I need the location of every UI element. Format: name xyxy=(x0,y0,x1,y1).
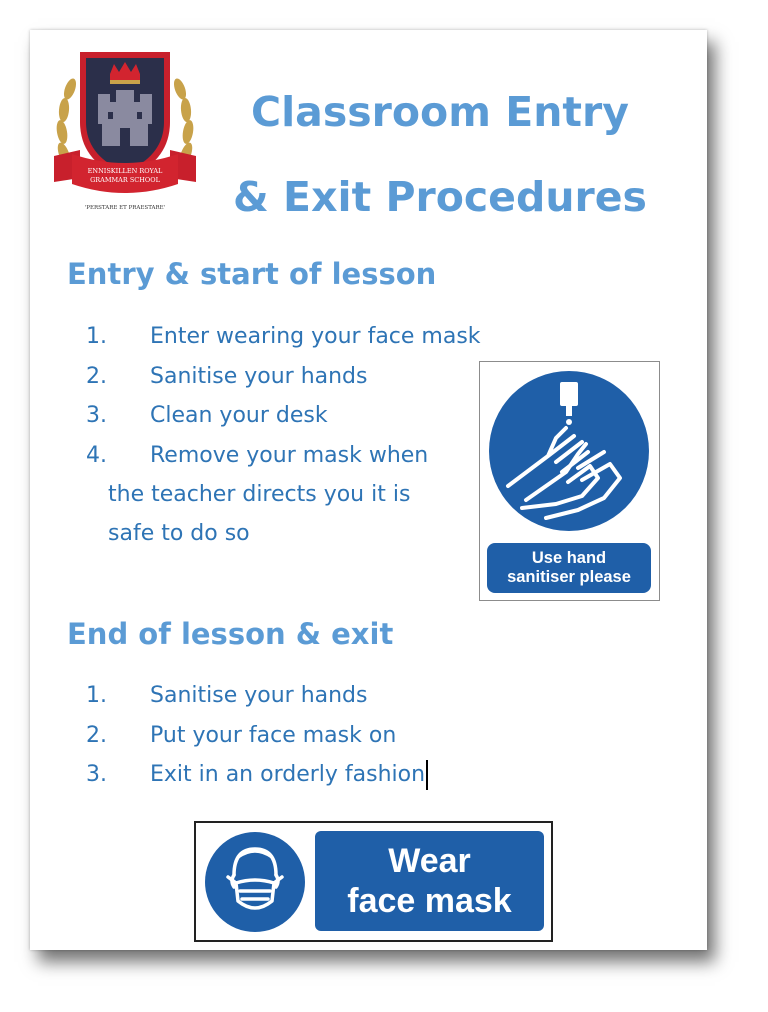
text-cursor xyxy=(426,760,428,790)
list-number: 2. xyxy=(86,722,107,748)
list-item xyxy=(86,357,481,397)
list-number: 2. xyxy=(86,363,107,389)
sign-caption-line-2: sanitiser please xyxy=(507,568,631,586)
exit-steps-list xyxy=(86,676,428,795)
entry-heading: Entry & start of lesson xyxy=(67,257,437,291)
hand-sanitiser-icon xyxy=(486,368,653,535)
list-number: 1. xyxy=(86,324,107,349)
list-item-continuation: safe to do so xyxy=(108,521,250,546)
svg-text:GRAMMAR SCHOOL: GRAMMAR SCHOOL xyxy=(90,176,160,184)
list-text: Clean your desk xyxy=(150,403,328,428)
svg-text:ENNISKILLEN ROYAL: ENNISKILLEN ROYAL xyxy=(87,167,163,175)
list-item xyxy=(86,716,428,756)
mask-sign-label xyxy=(315,831,544,931)
document-page xyxy=(30,30,707,950)
list-number: 1. xyxy=(86,683,107,708)
sign-caption xyxy=(487,543,651,593)
list-item xyxy=(86,317,481,357)
school-crest-icon xyxy=(52,44,198,214)
svg-text:'PERSTARE ET PRAESTARE': 'PERSTARE ET PRAESTARE' xyxy=(84,205,166,211)
list-text: Exit in an orderly fashion xyxy=(150,762,426,787)
wear-face-mask-sign xyxy=(194,821,553,942)
hand-sanitiser-sign xyxy=(479,361,660,601)
list-number: 4. xyxy=(86,442,107,468)
list-item xyxy=(86,436,481,476)
mask-label-line-2: face mask xyxy=(347,882,512,920)
list-text: Enter wearing your face mask xyxy=(150,324,481,349)
list-item-continuation: the teacher directs you it is xyxy=(108,482,411,507)
mask-label-line-1: Wear xyxy=(388,842,471,880)
list-text: Sanitise your hands xyxy=(150,363,368,389)
sign-caption-line-1: Use hand xyxy=(531,549,607,567)
list-item xyxy=(86,755,428,795)
list-text: Remove your mask when xyxy=(150,442,429,468)
entry-steps-list xyxy=(86,317,481,475)
list-number: 3. xyxy=(86,762,107,787)
list-text: Sanitise your hands xyxy=(150,683,368,708)
list-text: Put your face mask on xyxy=(150,722,397,748)
list-item xyxy=(86,396,481,436)
page-title-line-1: Classroom Entry xyxy=(251,88,629,136)
exit-heading: End of lesson & exit xyxy=(67,617,394,651)
list-item xyxy=(86,676,428,716)
list-number: 3. xyxy=(86,403,107,428)
face-mask-icon xyxy=(204,831,306,933)
page-title-line-2: & Exit Procedures xyxy=(233,173,647,221)
